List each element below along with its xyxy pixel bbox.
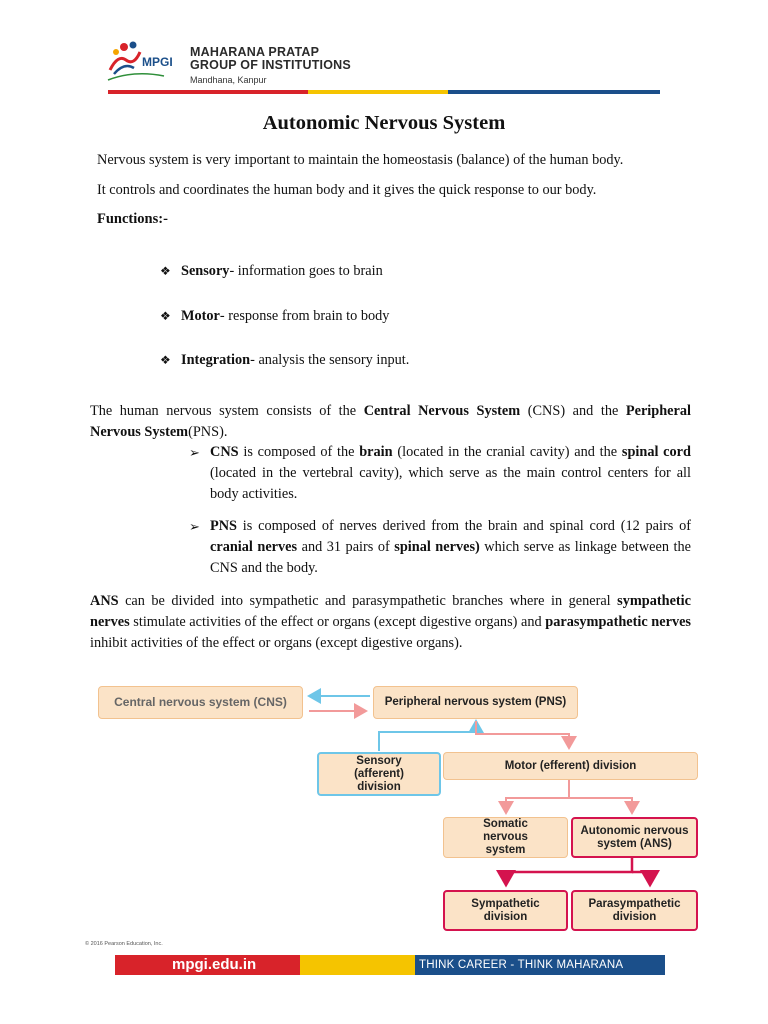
ans-paragraph: ANS can be divided into sympathetic and parasympathetic branches where in general sympathetic nerves stimulate activities of the effect or organs (except digestive organs) and parasympathetic nerves inhibit activities of the effect or organs (except digestive organs).: [90, 593, 691, 651]
footer-website-link[interactable]: mpgi.edu.in: [172, 956, 257, 973]
ans-branch-arrow: [506, 856, 632, 885]
motor-box: Motor (efferent) division: [443, 752, 698, 780]
intro-paragraph-1: Nervous system is very important to maintain the homeostasis (balance) of the human body.: [97, 152, 624, 168]
parasympathetic-box: Parasympathetic division: [571, 890, 698, 931]
header-rule: [108, 90, 660, 94]
pns-bullet: PNS is composed of nerves derived from the brain and spinal cord (12 pairs of cranial nerves and 31 pairs of spinal nerves) which serve as linkage between the CNS and the body.: [210, 518, 691, 576]
arrow-bullet-icon: ➢: [189, 519, 200, 534]
autonomic-box: Autonomic nervous system (ANS): [571, 817, 698, 858]
page-title: Autonomic Nervous System: [262, 112, 506, 134]
page-header: [0, 0, 768, 100]
pns-to-motor-arrow: [476, 721, 569, 748]
mpgi-logo: [104, 40, 180, 84]
function-item: ❖ Sensory- information goes to brain: [160, 263, 383, 279]
sympathetic-box: Sympathetic division: [443, 890, 568, 931]
arrow-bullet-icon: ➢: [189, 445, 200, 460]
pns-box: Peripheral nervous system (PNS): [373, 686, 578, 719]
diamond-bullet-icon: ❖: [160, 264, 171, 278]
cns-box: Central nervous system (CNS): [98, 686, 303, 719]
functions-heading: Functions:-: [97, 211, 168, 227]
function-item: ❖ Integration- analysis the sensory input.: [160, 352, 410, 368]
nervous-system-intro: The human nervous system consists of the Central Nervous System (CNS) and the Peripheral Nervous System(PNS).: [90, 403, 691, 440]
footer-tagline: THINK CAREER - THINK MAHARANA: [419, 959, 624, 971]
sensory-arrow: [379, 721, 476, 751]
motor-branch-arrow: [506, 779, 569, 813]
diamond-bullet-icon: ❖: [160, 309, 171, 323]
sensory-box: Sensory (afferent) division: [317, 752, 441, 796]
somatic-box: Somatic nervous system: [443, 817, 568, 858]
intro-paragraph-2: It controls and coordinates the human body and it gives the quick response to our body.: [97, 182, 597, 198]
svg-text:MPGI: MPGI: [142, 55, 173, 69]
org-name: MAHARANA PRATAP GROUP OF INSTITUTIONS: [190, 45, 351, 72]
nervous-system-diagram: [93, 682, 700, 938]
function-item: ❖ Motor- response from brain to body: [160, 308, 390, 324]
motor-branch-arrow: [569, 798, 632, 813]
org-location: Mandhana, Kanpur: [190, 75, 267, 85]
cns-bullet: CNS is composed of the brain (located in the cranial cavity) and the spinal cord (located in the vertebral cavity), which serve as the main control centers for all body activities.: [210, 444, 691, 502]
diagram-copyright: © 2016 Pearson Education, Inc.: [85, 941, 163, 947]
diamond-bullet-icon: ❖: [160, 353, 171, 367]
ans-branch-arrow: [632, 872, 650, 885]
page-footer: [115, 955, 665, 975]
